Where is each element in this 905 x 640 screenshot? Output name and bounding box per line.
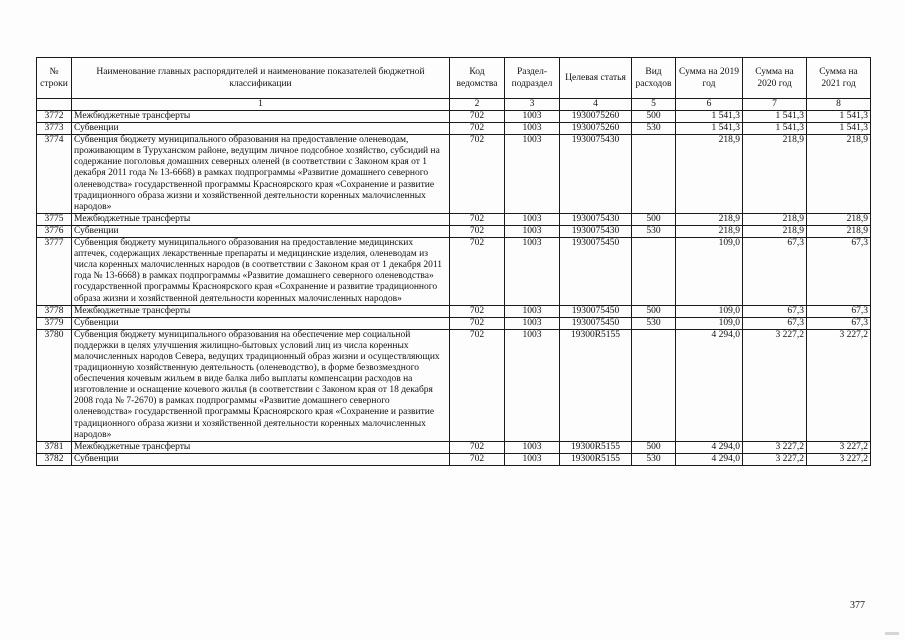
row-number: 3774 xyxy=(37,135,72,214)
row-expense-type: 500 xyxy=(632,441,676,453)
row-sum-2021: 67,3 xyxy=(807,238,871,306)
row-dept-code: 702 xyxy=(450,213,505,225)
row-number: 3772 xyxy=(37,111,72,123)
header-name: Наименование главных распорядителей и наименование показателей бюджетной классификации xyxy=(72,58,450,99)
row-expense-type: 500 xyxy=(632,305,676,317)
header-sum-2019: Сумма на 2019 год xyxy=(676,58,743,99)
row-number: 3778 xyxy=(37,305,72,317)
row-section: 1003 xyxy=(505,305,560,317)
table-row xyxy=(37,441,871,453)
row-dept-code: 702 xyxy=(450,135,505,214)
row-target: 1930075260 xyxy=(560,111,632,123)
row-sum-2019: 109,0 xyxy=(676,305,743,317)
row-section: 1003 xyxy=(505,453,560,465)
row-number: 3775 xyxy=(37,213,72,225)
row-sum-2020: 218,9 xyxy=(743,225,807,237)
row-section: 1003 xyxy=(505,238,560,306)
row-sum-2021: 218,9 xyxy=(807,225,871,237)
row-sum-2019: 109,0 xyxy=(676,317,743,329)
column-number-row xyxy=(37,99,871,111)
row-sum-2021: 1 541,3 xyxy=(807,123,871,135)
row-sum-2020: 67,3 xyxy=(743,317,807,329)
row-expense-type xyxy=(632,329,676,441)
row-target: 1930075430 xyxy=(560,225,632,237)
row-sum-2019: 4 294,0 xyxy=(676,453,743,465)
row-sum-2019: 1 541,3 xyxy=(676,111,743,123)
row-expense-type: 530 xyxy=(632,317,676,329)
row-sum-2019: 218,9 xyxy=(676,225,743,237)
table-row xyxy=(37,213,871,225)
row-dept-code: 702 xyxy=(450,123,505,135)
row-section: 1003 xyxy=(505,329,560,441)
row-sum-2020: 1 541,3 xyxy=(743,111,807,123)
row-section: 1003 xyxy=(505,441,560,453)
row-dept-code: 702 xyxy=(450,305,505,317)
row-sum-2020: 67,3 xyxy=(743,238,807,306)
row-sum-2021: 3 227,2 xyxy=(807,329,871,441)
row-expense-type: 500 xyxy=(632,213,676,225)
row-dept-code: 702 xyxy=(450,238,505,306)
row-target: 19300R5155 xyxy=(560,329,632,441)
row-section: 1003 xyxy=(505,317,560,329)
row-name: Межбюджетные трансферты xyxy=(72,441,450,453)
row-dept-code: 702 xyxy=(450,317,505,329)
header-sum-2020: Сумма на 2020 год xyxy=(743,58,807,99)
row-sum-2021: 67,3 xyxy=(807,305,871,317)
header-row-number: № строки xyxy=(37,58,72,99)
table-header-row xyxy=(37,58,871,99)
table-row xyxy=(37,238,871,306)
row-expense-type: 530 xyxy=(632,453,676,465)
row-target: 19300R5155 xyxy=(560,453,632,465)
header-section: Раздел-подраздел xyxy=(505,58,560,99)
table-row xyxy=(37,123,871,135)
row-expense-type xyxy=(632,238,676,306)
row-name: Субвенции xyxy=(72,453,450,465)
column-number: 7 xyxy=(743,99,807,111)
row-dept-code: 702 xyxy=(450,329,505,441)
row-name: Межбюджетные трансферты xyxy=(72,213,450,225)
row-target: 1930075430 xyxy=(560,213,632,225)
row-expense-type xyxy=(632,135,676,214)
row-name: Межбюджетные трансферты xyxy=(72,305,450,317)
row-number: 3782 xyxy=(37,453,72,465)
header-dept-code: Код ведомства xyxy=(450,58,505,99)
column-number: 2 xyxy=(450,99,505,111)
row-dept-code: 702 xyxy=(450,225,505,237)
row-target: 1930075450 xyxy=(560,238,632,306)
row-name: Субвенции xyxy=(72,317,450,329)
row-section: 1003 xyxy=(505,135,560,214)
row-target: 1930075430 xyxy=(560,135,632,214)
scan-artifact xyxy=(885,632,899,635)
row-sum-2020: 3 227,2 xyxy=(743,329,807,441)
row-target: 1930075260 xyxy=(560,123,632,135)
row-expense-type: 530 xyxy=(632,225,676,237)
table-row xyxy=(37,329,871,441)
row-target: 1930075450 xyxy=(560,317,632,329)
column-number: 5 xyxy=(632,99,676,111)
row-sum-2019: 218,9 xyxy=(676,135,743,214)
row-dept-code: 702 xyxy=(450,111,505,123)
row-target: 1930075450 xyxy=(560,305,632,317)
column-number: 3 xyxy=(505,99,560,111)
table-row xyxy=(37,305,871,317)
column-number xyxy=(37,99,72,111)
row-sum-2021: 67,3 xyxy=(807,317,871,329)
row-target: 19300R5155 xyxy=(560,441,632,453)
row-sum-2019: 4 294,0 xyxy=(676,329,743,441)
table-row xyxy=(37,135,871,214)
table-row xyxy=(37,453,871,465)
row-number: 3781 xyxy=(37,441,72,453)
row-name: Субвенции xyxy=(72,225,450,237)
header-expense-type: Вид расходов xyxy=(632,58,676,99)
row-number: 3773 xyxy=(37,123,72,135)
row-number: 3776 xyxy=(37,225,72,237)
budget-table xyxy=(36,57,871,466)
row-sum-2019: 218,9 xyxy=(676,213,743,225)
row-section: 1003 xyxy=(505,213,560,225)
column-number: 6 xyxy=(676,99,743,111)
row-sum-2019: 1 541,3 xyxy=(676,123,743,135)
row-name: Субвенция бюджету муниципального образования на предоставление медицинских аптечек, содержащих лекарственные препараты и медицинские изделия, оленеводам из числа коренных малочисленных народов (в соответствии с Законом края от 1 декабря 2011 года № 13-6668) в рамках подпрограммы «Развитие домашнего северного оленеводства» государственной программы Красноярского края «Сохранение и развитие традиционного образа жизни и хозяйственной деятельности коренных малочисленных народов» xyxy=(72,238,450,306)
row-name: Субвенция бюджету муниципального образования на предоставление оленеводам, проживающим в Туруханском районе, ведущим личное подсобное хозяйство, субсидий на содержание поголовья домашних северных оленей (в соответствии с Законом края от 1 декабря 2011 года № 13-6668) в рамках подпрограммы «Развитие домашнего северного оленеводства» государственной программы Красноярского края «Сохранение и развитие традиционного образа жизни и хозяйственной деятельности коренных малочисленных народов» xyxy=(72,135,450,214)
table-row xyxy=(37,225,871,237)
row-expense-type: 500 xyxy=(632,111,676,123)
table-row xyxy=(37,111,871,123)
row-name: Субвенция бюджету муниципального образования на обеспечение мер социальной поддержки в целях улучшения жилищно-бытовых условий лиц из числа коренных малочисленных народов Севера, ведущих традиционный образ жизни и осуществляющих традиционную хозяйственную деятельность (оленеводство), в форме безвозмездного обеспечения кочевым жильем в виде балка либо выплаты компенсации расходов на изготовление и оснащение кочевого жилья (в соответствии с Законом края от 18 декабря 2008 года № 7-2670) в рамках подпрограммы «Развитие домашнего северного оленеводства» государственной программы Красноярского края «Сохранение и развитие традиционного образа жизни и хозяйственной деятельности коренных малочисленных народов» xyxy=(72,329,450,441)
row-number: 3780 xyxy=(37,329,72,441)
row-sum-2020: 218,9 xyxy=(743,213,807,225)
row-sum-2020: 3 227,2 xyxy=(743,453,807,465)
row-sum-2020: 67,3 xyxy=(743,305,807,317)
row-dept-code: 702 xyxy=(450,441,505,453)
row-number: 3779 xyxy=(37,317,72,329)
row-sum-2019: 4 294,0 xyxy=(676,441,743,453)
row-sum-2021: 218,9 xyxy=(807,213,871,225)
row-sum-2021: 218,9 xyxy=(807,135,871,214)
row-section: 1003 xyxy=(505,225,560,237)
row-sum-2020: 218,9 xyxy=(743,135,807,214)
row-name: Субвенции xyxy=(72,123,450,135)
row-expense-type: 530 xyxy=(632,123,676,135)
row-section: 1003 xyxy=(505,123,560,135)
row-sum-2020: 1 541,3 xyxy=(743,123,807,135)
page-number: 377 xyxy=(850,600,865,611)
row-sum-2021: 3 227,2 xyxy=(807,453,871,465)
table-row xyxy=(37,317,871,329)
row-dept-code: 702 xyxy=(450,453,505,465)
row-sum-2020: 3 227,2 xyxy=(743,441,807,453)
row-sum-2021: 3 227,2 xyxy=(807,441,871,453)
row-number: 3777 xyxy=(37,238,72,306)
header-sum-2021: Сумма на 2021 год xyxy=(807,58,871,99)
row-sum-2019: 109,0 xyxy=(676,238,743,306)
column-number: 8 xyxy=(807,99,871,111)
row-name: Межбюджетные трансферты xyxy=(72,111,450,123)
column-number: 4 xyxy=(560,99,632,111)
column-number: 1 xyxy=(72,99,450,111)
row-section: 1003 xyxy=(505,111,560,123)
row-sum-2021: 1 541,3 xyxy=(807,111,871,123)
header-target: Целевая статья xyxy=(560,58,632,99)
